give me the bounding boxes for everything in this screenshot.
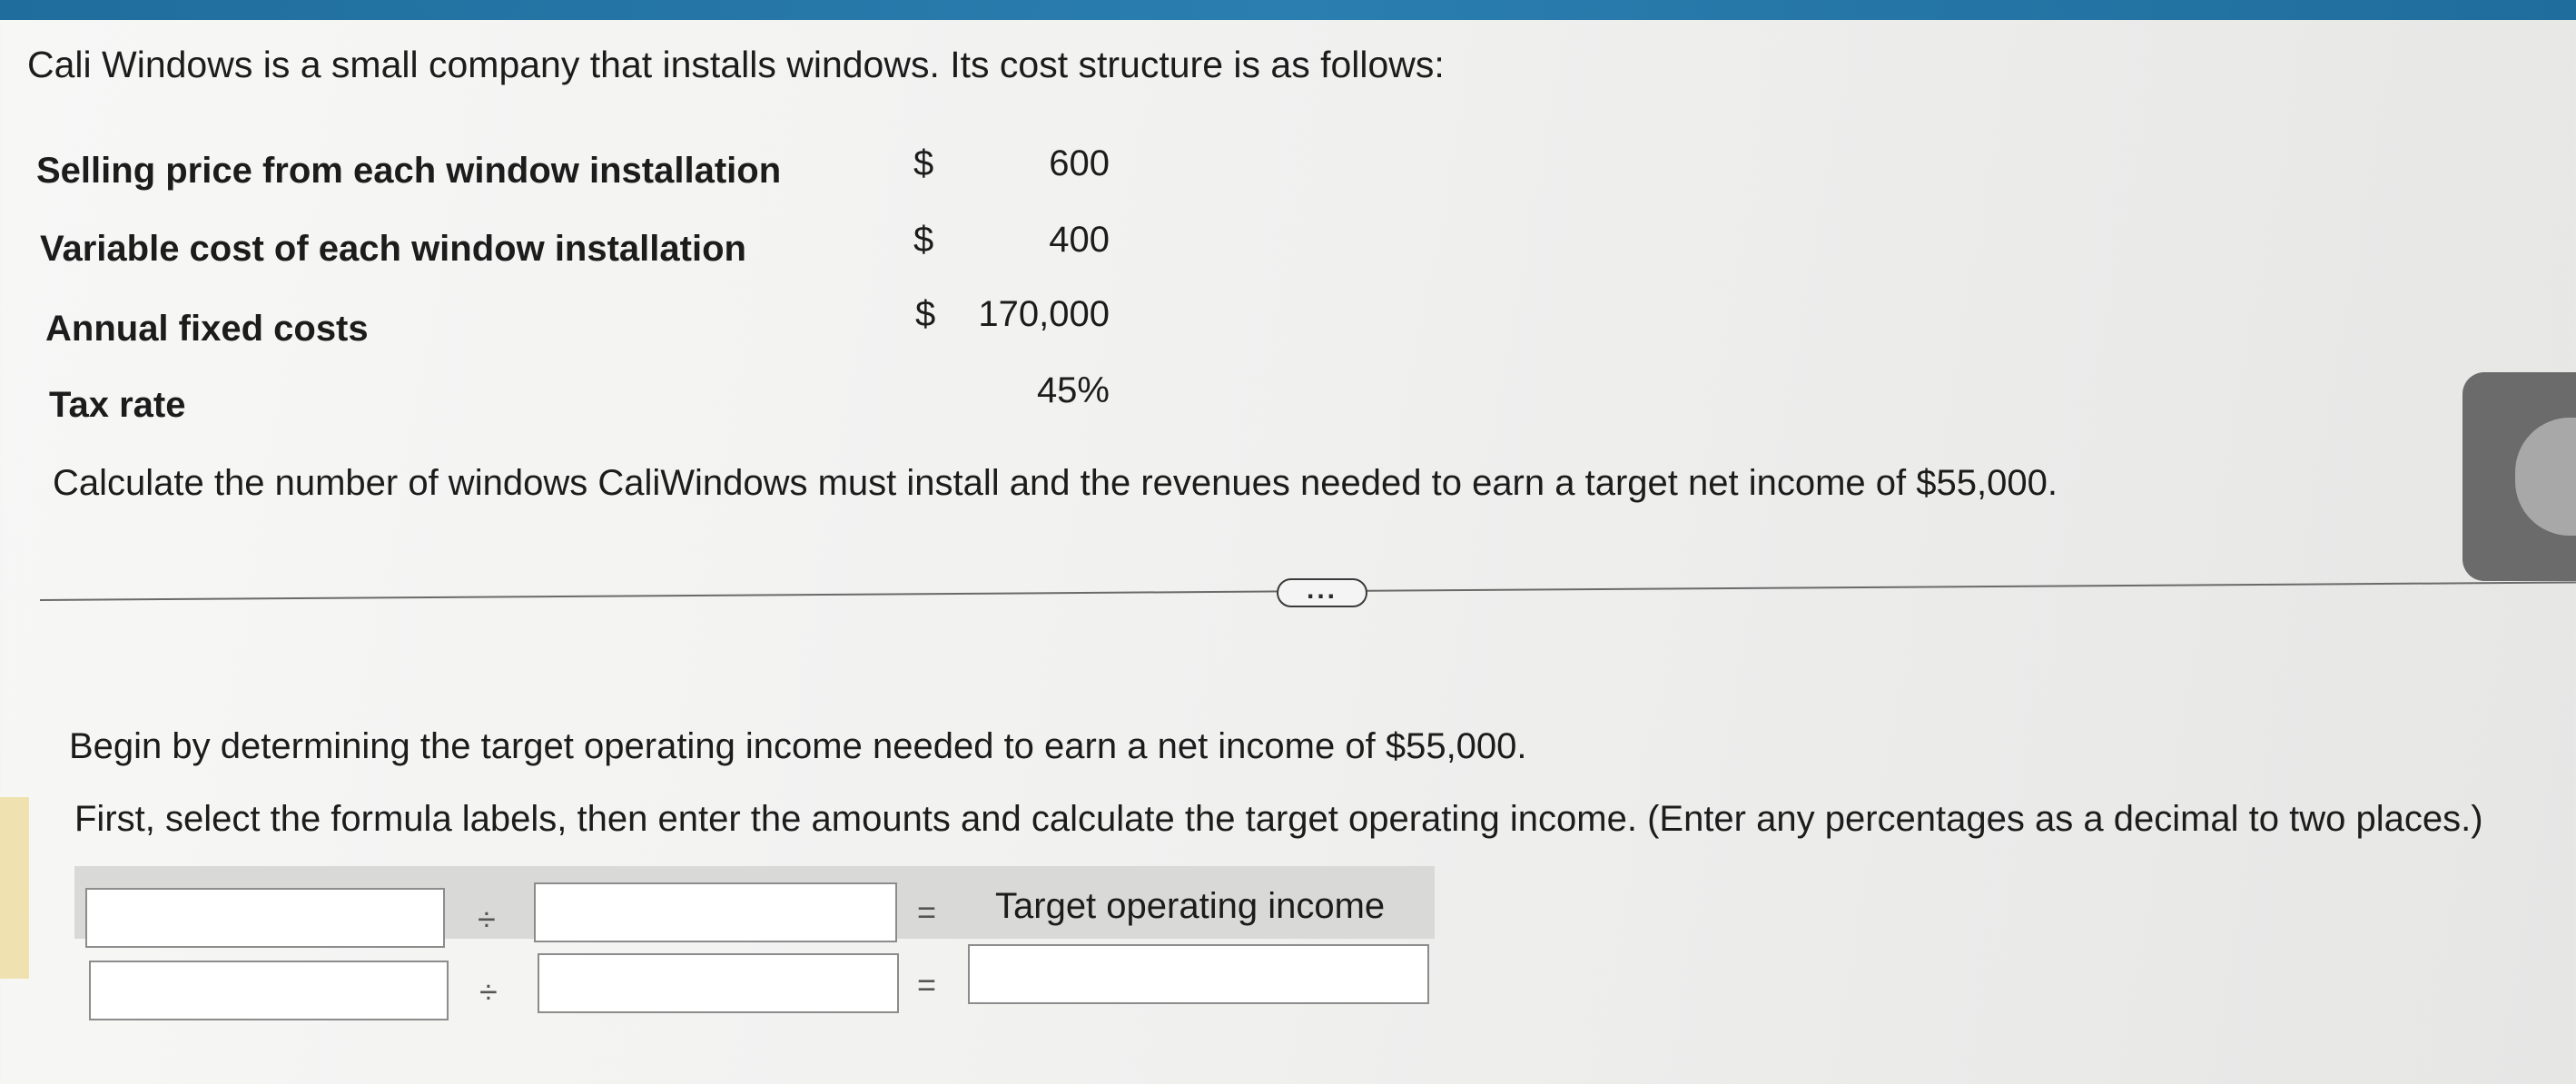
target-operating-income-input[interactable] <box>968 944 1429 1004</box>
target-operating-income-label: Target operating income <box>995 886 1386 926</box>
cost-label-fixed-costs: Annual fixed costs <box>45 309 369 349</box>
left-accent <box>0 797 29 979</box>
formula-amount-input-1[interactable] <box>89 961 449 1020</box>
cost-value-fixed-costs: 170,000 <box>978 294 1110 334</box>
divide-operator-row-1: ÷ <box>478 901 496 938</box>
expand-button[interactable]: ... <box>1277 578 1367 607</box>
divide-operator-row-2: ÷ <box>479 973 498 1010</box>
cost-currency-fixed-costs: $ <box>915 294 936 334</box>
intro-text: Cali Windows is a small company that installs windows. Its cost structure is as follows: <box>27 44 1445 85</box>
formula-label-select-1[interactable] <box>85 888 445 948</box>
cost-value-tax-rate: 45% <box>1036 370 1110 410</box>
cost-currency-selling-price: $ <box>913 143 934 183</box>
equals-operator-row-2: = <box>917 966 937 1003</box>
step-instruction-text: First, select the formula labels, then enter the amounts and calculate the target operating income. (Enter any percentages as a decimal to two places.) <box>74 799 2483 839</box>
cost-value-variable-cost: 400 <box>1049 220 1110 260</box>
cost-value-selling-price: 600 <box>1049 143 1110 183</box>
cost-label-tax-rate: Tax rate <box>49 385 186 425</box>
cost-label-selling-price: Selling price from each window installation <box>36 151 782 191</box>
question-text: Calculate the number of windows CaliWindows must install and the revenues needed to earn a target net income of $55,000. <box>53 463 2058 503</box>
formula-label-select-2[interactable] <box>534 882 897 942</box>
formula-amount-input-2[interactable] <box>538 953 899 1013</box>
top-bar <box>0 0 2576 20</box>
cost-label-variable-cost: Variable cost of each window installation <box>40 229 746 269</box>
step-intro-text: Begin by determining the target operating income needed to earn a net income of $55,000. <box>69 726 1527 766</box>
cost-currency-variable-cost: $ <box>913 220 934 260</box>
equals-operator-row-1: = <box>917 893 937 931</box>
